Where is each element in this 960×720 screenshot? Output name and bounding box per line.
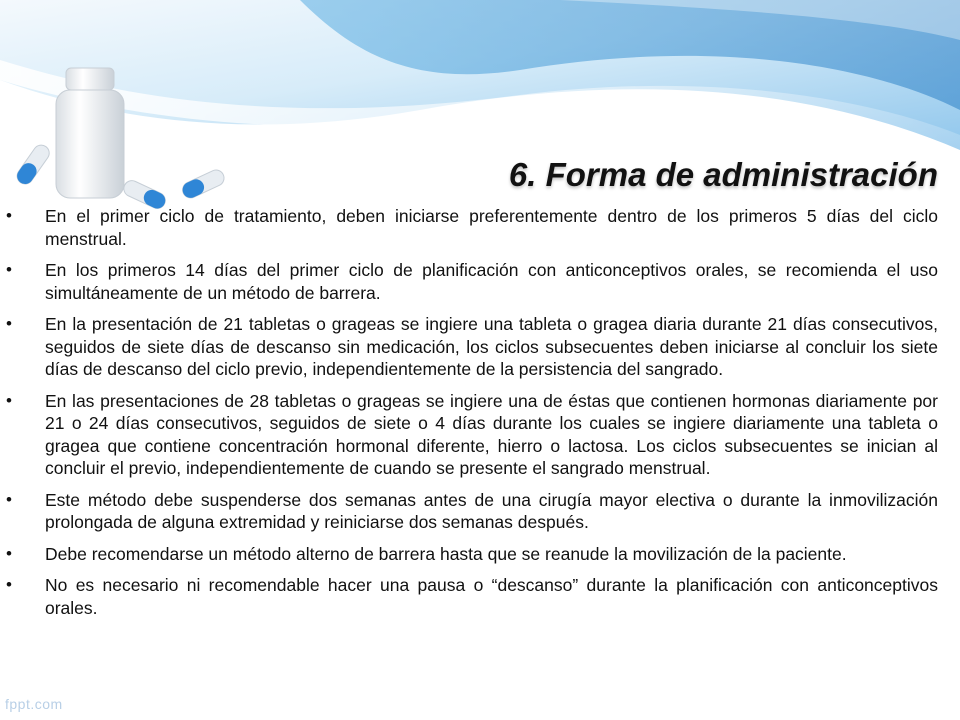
bullet-marker: • bbox=[6, 314, 12, 333]
bullet-list bbox=[0, 205, 960, 628]
bullet-item: • En las presentaciones de 28 tabletas o grageas se ingiere una de éstas que contienen hormonas diariamente por 21 o 24 días consecutivos, seguidos de siete o 4 días durante los cuales se ingiere diariamente una tableta o gragea que contiene concentración hormonal diferente, hierro o lactosa. Los ciclos subsecuentes se inician al concluir el previo, independientemente de cuando se presente el sangrado menstrual. bbox=[6, 390, 938, 478]
bullet-marker: • bbox=[6, 260, 12, 279]
pill-bottle-icon bbox=[0, 60, 260, 220]
bullet-item: • No es necesario ni recomendable hacer una pausa o “descanso” durante la planificación con anticonceptivos orales. bbox=[6, 575, 938, 618]
bullet-item: • En el primer ciclo de tratamiento, deben iniciarse preferentemente dentro de los primeros 5 días del ciclo menstrual. bbox=[6, 206, 938, 249]
slide-title: 6. Forma de administración bbox=[508, 156, 938, 193]
bullet-marker: • bbox=[6, 390, 12, 410]
bullet-marker: • bbox=[6, 489, 12, 509]
bullet-item: • En los primeros 14 días del primer ciclo de planificación con anticonceptivos orales, se recomienda el uso simultáneamente de un método de barrera. bbox=[6, 260, 938, 303]
bullet-item: • En la presentación de 21 tabletas o grageas se ingiere una tableta o gragea diaria durante 21 días consecutivos, seguidos de siete días de descanso sin medicación, los ciclos subsecuentes deben iniciarse al concluir los siete días de descanso del ciclo previo, independientemente de la persistencia del sangrado. bbox=[6, 314, 938, 379]
footer-logo: fppt.com bbox=[5, 696, 63, 712]
bullet-marker: • bbox=[6, 575, 12, 594]
bullet-marker: • bbox=[6, 206, 12, 225]
bullet-marker: • bbox=[6, 543, 12, 563]
bullet-item: • Debe recomendarse un método alterno de barrera hasta que se reanude la movilización de la paciente. bbox=[6, 543, 847, 564]
bullet-item: • Este método debe suspenderse dos semanas antes de una cirugía mayor electiva o durante la inmovilización prolongada de alguna extremidad y reiniciarse dos semanas después. bbox=[6, 489, 938, 532]
